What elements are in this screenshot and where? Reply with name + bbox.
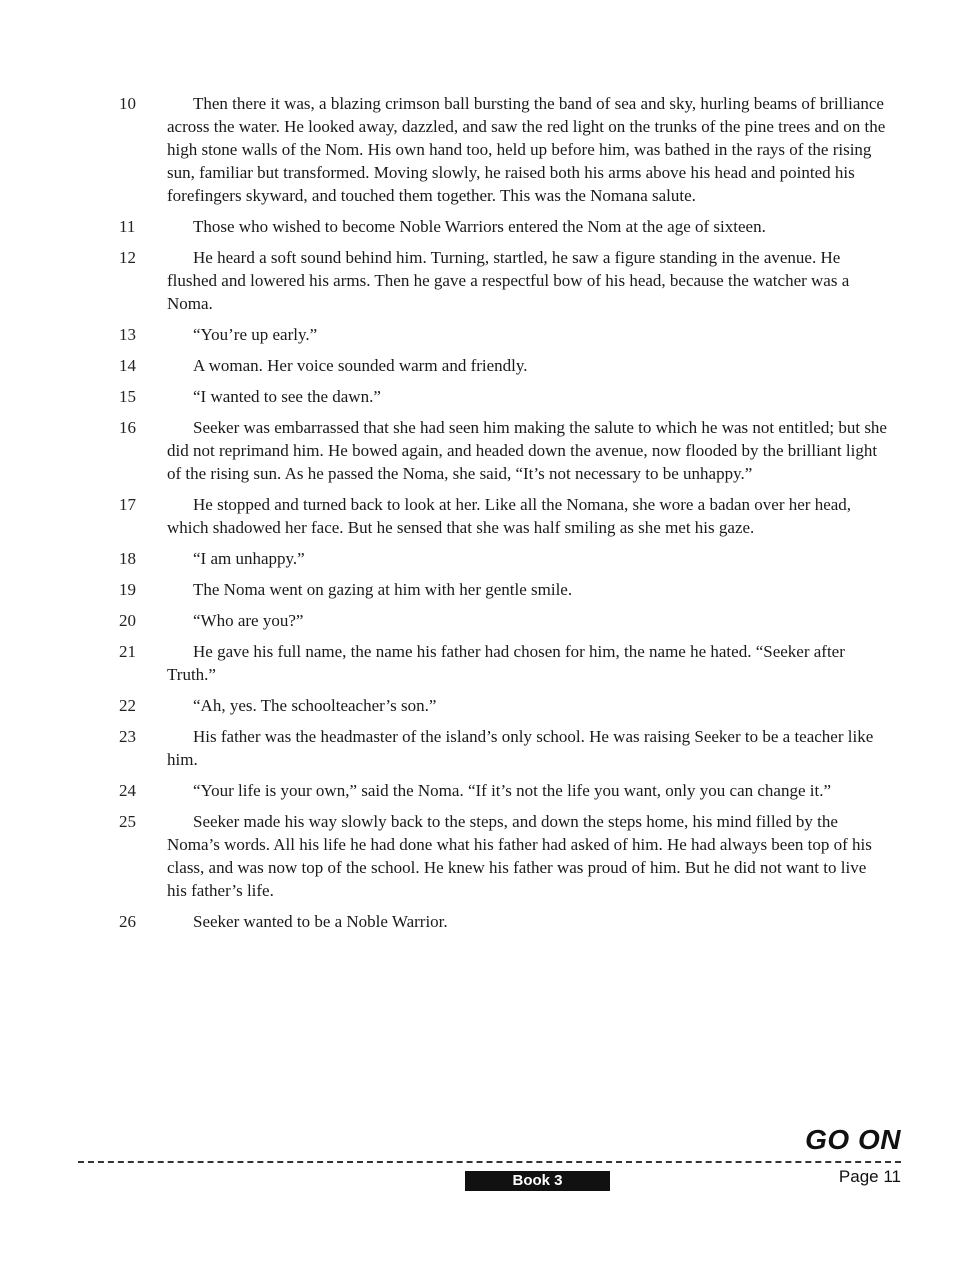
paragraph-text: His father was the headmaster of the island’s only school. He was raising Seeker to be a teacher like him.	[167, 727, 874, 769]
paragraph-number: 12	[119, 248, 136, 267]
paragraph	[0, 385, 979, 408]
paragraph	[0, 215, 979, 238]
paragraph-number: 25	[119, 812, 136, 831]
paragraph	[0, 246, 979, 315]
paragraph-text: A woman. Her voice sounded warm and friendly.	[193, 356, 528, 375]
paragraph-number: 14	[119, 356, 136, 375]
paragraph	[0, 416, 979, 485]
paragraph-text: Seeker wanted to be a Noble Warrior.	[193, 912, 448, 931]
book-label: Book 3	[465, 1171, 610, 1191]
paragraph	[0, 547, 979, 570]
paragraph	[0, 609, 979, 632]
paragraph-number: 18	[119, 549, 136, 568]
paragraph-number: 24	[119, 781, 136, 800]
paragraph-text: Then there it was, a blazing crimson ball bursting the band of sea and sky, hurling beams of brilliance across the water. He looked away, dazzled, and saw the red light on the trunks of the pine trees and on the high stone walls of the Nom. His own hand too, held up before him, was bathed in the rays of the rising sun, familiar but transformed. Moving slowly, he raised both his arms above his head and pointed his forefingers skyward, and touched them together. This was the Nomana salute.	[167, 94, 886, 205]
dashed-divider	[78, 1161, 901, 1163]
paragraph-number: 21	[119, 642, 136, 661]
paragraph	[0, 910, 979, 933]
paragraph-text: “Ah, yes. The schoolteacher’s son.”	[193, 696, 437, 715]
paragraph-number: 26	[119, 912, 136, 931]
paragraph-text: “You’re up early.”	[193, 325, 318, 344]
paragraph	[0, 779, 979, 802]
paragraph-text: “Who are you?”	[193, 611, 304, 630]
paragraph-text: The Noma went on gazing at him with her gentle smile.	[193, 580, 573, 599]
paragraph	[0, 725, 979, 771]
paragraph-number: 10	[119, 94, 136, 113]
paragraph	[0, 354, 979, 377]
paragraph-text: “I am unhappy.”	[193, 549, 305, 568]
paragraph-text: Seeker made his way slowly back to the steps, and down the steps home, his mind filled by the Noma’s words. All his life he had done what his father had asked of him. He had always been top of his class, and was now top of the school. He knew his father was proud of him. But he did not want to live his father’s life.	[167, 812, 872, 900]
paragraph-number: 19	[119, 580, 136, 599]
paragraph-text: He gave his full name, the name his father had chosen for him, the name he hated. “Seeker after Truth.”	[167, 642, 845, 684]
paragraph-text: He stopped and turned back to look at her. Like all the Nomana, she wore a badan over her head, which shadowed her face. But he sensed that she was half smiling as she met his gaze.	[167, 495, 852, 537]
paragraph-number: 11	[119, 217, 136, 236]
paragraph-number: 23	[119, 727, 136, 746]
paragraph	[0, 810, 979, 902]
paragraph-number: 22	[119, 696, 136, 715]
paragraph	[0, 323, 979, 346]
paragraph-number: 17	[119, 495, 136, 514]
paragraph	[0, 640, 979, 686]
paragraph-text: “I wanted to see the dawn.”	[193, 387, 381, 406]
paragraph	[0, 92, 979, 207]
go-on-label: GO ON	[805, 1124, 901, 1155]
paragraph-text: Seeker was embarrassed that she had seen him making the salute to which he was not entitled; but she did not reprimand him. He bowed again, and headed down the avenue, now flooded by the brilliant light of the rising sun. As he passed the Noma, she said, “It’s not necessary to be unhappy.”	[167, 418, 887, 483]
paragraph	[0, 493, 979, 539]
page-number: Page 11	[838, 1167, 901, 1186]
paragraph-text: He heard a soft sound behind him. Turning, startled, he saw a figure standing in the avenue. He flushed and lowered his arms. Then he gave a respectful bow of his head, because the watcher was a Noma.	[167, 248, 850, 313]
paragraph-text: “Your life is your own,” said the Noma. “If it’s not the life you want, only you can change it.”	[193, 781, 831, 800]
paragraph	[0, 578, 979, 601]
paragraph-number: 16	[119, 418, 136, 437]
paragraph-number: 13	[119, 325, 136, 344]
passage	[0, 92, 979, 941]
paragraph-text: Those who wished to become Noble Warriors entered the Nom at the age of sixteen.	[193, 217, 766, 236]
paragraph-number: 20	[119, 611, 136, 630]
paragraph-number: 15	[119, 387, 136, 406]
paragraph	[0, 694, 979, 717]
